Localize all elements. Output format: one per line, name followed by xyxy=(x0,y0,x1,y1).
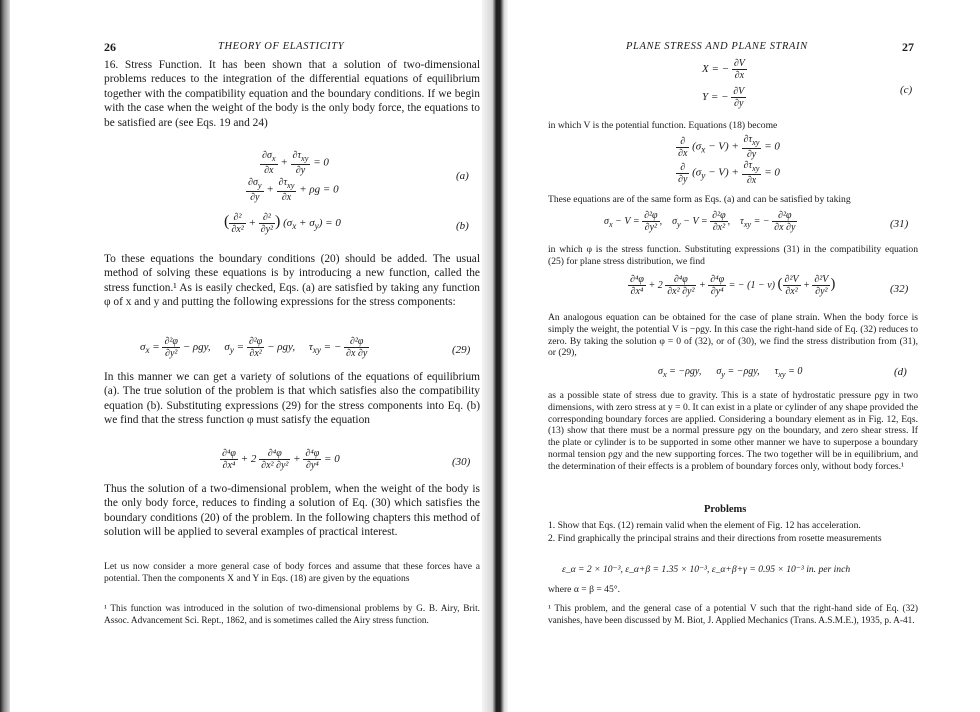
equation-31-tag: (31) xyxy=(890,218,909,230)
solution-paragraph: Thus the solution of a two-dimensional problem, when the weight of the body is the only body force, reduces to finding a solution of Eq. (30) which satisfies the boundary conditions (20) of the problem. In the following chapters this method of solution will be applied to several examples of practical interest. xyxy=(104,483,480,539)
section-16-paragraph: 16. Stress Function. It has been shown that a solution of two-dimensional problems reduces to the integration of the differential equations of equilibrium together with the compatibility equation and the boundary conditions. If we begin with the case when the weight of the body is the only body force, the equations to be satisfied are (see Eqs. 19 and 24) xyxy=(104,59,480,129)
left-running-head: THEORY OF ELASTICITY xyxy=(218,41,345,52)
equation-a-tag: (a) xyxy=(456,170,469,182)
body-forces-paragraph: Let us now consider a more general case of body forces and assume that these forces have a potential. Then the components X and Y in Eqs. (18) are given by the equations xyxy=(104,561,480,584)
equation-c-line1: X = − $\frac{\partial V}{\partial x}$ xyxy=(702,58,745,81)
equation-18-line2: $\frac{\partial}{\partial y}$ $(\sigma_y - V)$ + $\frac{\partial\tau_{xy}}{\partial x}$ = 0 xyxy=(678,160,780,186)
equation-d-tag: (d) xyxy=(894,366,907,378)
equation-30-tag: (30) xyxy=(452,456,471,468)
book-gutter xyxy=(482,0,508,712)
equation-b: ( $\frac{\text{∂²}}{\text{∂x²}}$ + $\frac{\text{∂²}}{\text{∂y²}}$ ) $(\sigma_x + \sigma_y) = 0$ xyxy=(224,212,341,235)
angle-condition: where α = β = 45°. xyxy=(548,584,620,595)
equation-a-line2: $\frac{\partial\sigma_y}{\partial y}$ + $\frac{\partial\tau_{xy}}{\partial x}$ + ρg = 0 xyxy=(248,177,339,203)
hydrostatic-paragraph: as a possible state of stress due to gravity. This is a state of hydrostatic pressure ρgy in two dimensions, with zero stress at y = 0. It can exist in a plate or cylinder of any shape provided the corresponding boundary forces are applied. Considering a boundary element as in Fig. 12, Eqs. (13) show that there must be a normal pressure ρgy on the boundary, and zero shear stress. If the plate or cylinder is to be supported in some other manner we have to superpose a boundary normal tension ρgy and the new supporting forces. The two together will be in equilibrium, and the determination of their effects is a problem of boundary forces only, without body forces.¹ xyxy=(548,390,918,472)
compatibility-paragraph: In this manner we can get a variety of solutions of the equations of equilibrium (a). The true solution of the problem is that which satisfies also the compatibility equation (b). Substituting expressions (29) for the stress components into Eq. (b) we find that the stress function φ must satisfy the equation xyxy=(104,371,480,427)
substitution-paragraph: in which φ is the stress function. Substituting expressions (31) in the compatibility equation (25) for plane stress distribution, we find xyxy=(548,244,918,267)
right-page xyxy=(508,0,980,712)
equation-c-line2: Y = − $\frac{\partial V}{\partial y}$ xyxy=(702,86,745,109)
equation-c-tag: (c) xyxy=(900,84,913,96)
equation-18-line1: $\frac{\partial}{\partial x}$ $(\sigma_x - V)$ + $\frac{\partial\tau_{xy}}{\partial y}$ = 0 xyxy=(678,134,780,160)
right-footnote: ¹ This problem, and the general case of a potential V such that the right-hand side of Eq. (32) vanishes, have been discussed by M. Biot, J. Applied Mechanics (Trans. A.S.M.E.), 1935, p. A-41. xyxy=(548,604,918,626)
equation-32: $\frac{\text{∂⁴φ}}{\text{∂x⁴}}$ + 2 $\frac{\text{∂⁴φ}}{\text{∂x² ∂y²}}$ + $\frac{\text{∂⁴φ}}{\text{∂y⁴}}$ = − (1 − ν) ( $\frac{\text{∂²V}}{\text{∂x²}}$ + $\frac{\text{∂²V}}{\text{∂y²}}$ ) xyxy=(630,274,836,297)
problems-heading: Problems xyxy=(704,504,747,515)
same-form-paragraph: These equations are of the same form as Eqs. (a) and can be satisfied by taking xyxy=(548,194,851,205)
problem-1: 1. Show that Eqs. (12) remain valid when the element of Fig. 12 has acceleration. xyxy=(548,520,861,531)
plane-strain-paragraph: An analogous equation can be obtained for the case of plane strain. When the body force is simply the weight, the potential V is −ρgy. In this case the right-hand side of Eq. (32) reduces to zero. By taking the solution φ = 0 of (32), or of (30), we find the stress distribution from (31), or (29), xyxy=(548,312,918,359)
equation-29-tag: (29) xyxy=(452,344,471,356)
equation-32-tag: (32) xyxy=(890,283,909,295)
stress-function-paragraph: To these equations the boundary conditions (20) should be added. The usual method of solving these equations is by introducing a new function, called the stress function.¹ As is easily checked, Eqs. (a) are satisfied by taking any function φ of x and y and putting the following expressions for the stress components: xyxy=(104,253,480,309)
left-page xyxy=(10,0,482,712)
book-edge xyxy=(0,0,10,712)
equation-31: $\sigma_x - V$ = $\frac{\text{∂²φ}}{\text{∂y²}}$ , $\sigma_y - V$ = $\frac{\text{∂²φ}}{\text{∂x²}}$ , $\tau_{xy}$ = − $\frac{\text{∂²φ}}{\partial x \partial y}$ xyxy=(604,210,796,233)
right-page-number: 27 xyxy=(902,40,914,54)
equation-a-line1: $\frac{\partial\sigma_x}{\partial x}$ + $\frac{\partial\tau_{xy}}{\partial y}$ = 0 xyxy=(262,150,329,176)
left-footnote: ¹ This function was introduced in the solution of two-dimensional problems by G. B. Airy, Brit. Assoc. Advancement Sci. Rept., 1862, and is sometimes called the Airy stress function. xyxy=(104,604,480,626)
right-running-head: PLANE STRESS AND PLANE STRAIN xyxy=(626,41,808,52)
problem-2: 2. Find graphically the principal strains and their directions from rosette measurements xyxy=(548,533,882,544)
equation-b-tag: (b) xyxy=(456,220,469,232)
potential-paragraph: in which V is the potential function. Equations (18) become xyxy=(548,120,778,131)
equation-29: $\sigma_x$ = $\frac{\text{∂²φ}}{\text{∂y²}}$ − ρgy, $\sigma_y$ = $\frac{\text{∂²φ}}{\text{∂x²}}$ − ρgy, $\tau_{xy}$ = − $\frac{\text{∂²φ}}{\partial x \partial y}$ xyxy=(140,336,368,359)
left-page-number: 26 xyxy=(104,40,116,54)
equation-30: $\frac{\text{∂⁴φ}}{\text{∂x⁴}}$ + 2 $\frac{\text{∂⁴φ}}{\text{∂x² ∂y²}}$ + $\frac{\text{∂⁴φ}}{\text{∂y⁴}}$ = 0 xyxy=(222,448,340,471)
rosette-values: ε_α = 2 × 10⁻³, ε_α+β = 1.35 × 10⁻³, ε_α+β+γ = 0.95 × 10⁻³ in. per inch xyxy=(562,564,851,575)
equation-d: $\sigma_x = -\rho gy$, $\sigma_y = -\rho gy$, $\tau_{xy} = 0$ xyxy=(658,366,803,379)
